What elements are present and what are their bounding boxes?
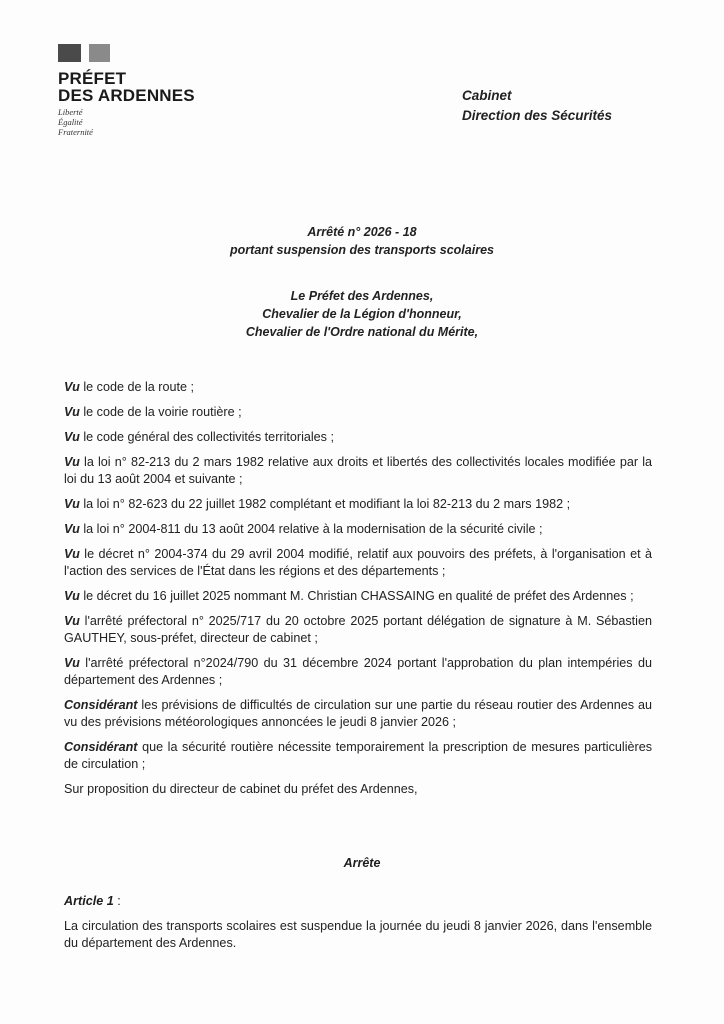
visa-paragraph: [64, 739, 652, 773]
authority-line: Le Préfet des Ardennes,: [290, 289, 434, 303]
visa-paragraph: [64, 697, 652, 731]
visa-lead: Vu: [64, 522, 80, 536]
visa-paragraph: [64, 379, 652, 396]
visa-text: la loi n° 82-213 du 2 mars 1982 relative aux droits et libertés des collectivités locales modifiée par la loi du 13 août 2004 et suivante ;: [64, 455, 652, 486]
authority-line: Chevalier de la Légion d'honneur,: [262, 307, 462, 321]
visa-lead: Vu: [64, 656, 80, 670]
visa-lead: Vu: [64, 497, 80, 511]
visa-lead: Vu: [64, 455, 80, 469]
visa-text: l'arrêté préfectoral n°2024/790 du 31 décembre 2024 portant l'approbation du plan intempéries du département des Ardennes ;: [64, 656, 652, 687]
article-1-text: La circulation des transports scolaires est suspendue la journée du jeudi 8 janvier 2026, dans l'ensemble du département des Ardennes.: [64, 919, 652, 950]
visa-text: le code de la route ;: [79, 380, 194, 394]
marianne-flag-icon: [58, 44, 110, 64]
org-line2: DES ARDENNES: [58, 86, 195, 105]
issuing-service: [462, 86, 612, 126]
visa-paragraph: [64, 429, 652, 446]
visa-paragraph: [64, 655, 652, 689]
visa-text: les prévisions de difficultés de circulation sur une partie du réseau routier des Ardennes au vu des prévisions météorologiques annoncées le jeudi 8 janvier 2026 ;: [64, 698, 652, 729]
article-1-title: Article 1: [64, 894, 114, 908]
visa-paragraph: [64, 404, 652, 421]
visa-paragraph: [64, 781, 652, 798]
visa-paragraph: [64, 613, 652, 647]
visa-lead: Vu: [64, 589, 80, 603]
visa-text: l'arrêté préfectoral n° 2025/717 du 20 octobre 2025 portant délégation de signature à M. Sébastien GAUTHEY, sous-préfet, directeur de cabinet ;: [64, 614, 652, 645]
visa-lead: Vu: [64, 380, 80, 394]
prefecture-logo: [58, 44, 195, 137]
service-cabinet: Cabinet: [462, 88, 512, 103]
motto-egalite: Égalité: [58, 117, 83, 127]
authority-block: [0, 287, 724, 341]
visa-lead: Vu: [64, 430, 80, 444]
visa-text: que la sécurité routière nécessite temporairement la prescription de mesures particulières de circulation ;: [64, 740, 652, 771]
decision-heading: Arrête: [343, 856, 381, 870]
visa-paragraph: [64, 588, 652, 605]
org-name: [58, 70, 195, 104]
visa-text: la loi n° 82-623 du 22 juillet 1982 complétant et modifiant la loi 82-213 du 2 mars 1982 ;: [79, 497, 571, 511]
visa-text: le code général des collectivités territoriales ;: [79, 430, 334, 444]
motto-liberte: Liberté: [58, 107, 83, 117]
visa-lead: Vu: [64, 405, 80, 419]
motto-fraternite: Fraternité: [58, 127, 93, 137]
visa-paragraph: [64, 454, 652, 488]
visa-lead: Considérant: [64, 740, 138, 754]
visa-text: Sur proposition du directeur de cabinet du préfet des Ardennes,: [64, 782, 418, 796]
org-line1: PRÉFET: [58, 69, 127, 88]
visa-lead: Vu: [64, 547, 80, 561]
republic-motto: [58, 107, 195, 137]
visa-paragraph: [64, 546, 652, 580]
visa-lead: Considérant: [64, 698, 138, 712]
authority-line: Chevalier de l'Ordre national du Mérite,: [245, 325, 479, 339]
decree-subject: portant suspension des transports scolaires: [230, 243, 494, 257]
decree-number: Arrêté n° 2026 - 18: [307, 225, 417, 239]
visa-lead: Vu: [64, 614, 80, 628]
article-1-heading: [64, 894, 121, 908]
visa-paragraph: [64, 496, 652, 513]
visa-text: le décret du 16 juillet 2025 nommant M. Christian CHASSAING en qualité de préfet des Ardennes ;: [79, 589, 634, 603]
visa-text: la loi n° 2004-811 du 13 août 2004 relative à la modernisation de la sécurité civile ;: [79, 522, 543, 536]
article-1-colon: :: [113, 894, 121, 908]
visa-paragraph: [64, 521, 652, 538]
visa-text: le code de la voirie routière ;: [79, 405, 242, 419]
visas-list: [64, 379, 652, 806]
service-direction: Direction des Sécurités: [462, 108, 613, 123]
visa-text: le décret n° 2004-374 du 29 avril 2004 modifié, relatif aux pouvoirs des préfets, à l'organisation et à l'action des services de l'État dans les régions et des départements ;: [64, 547, 652, 578]
